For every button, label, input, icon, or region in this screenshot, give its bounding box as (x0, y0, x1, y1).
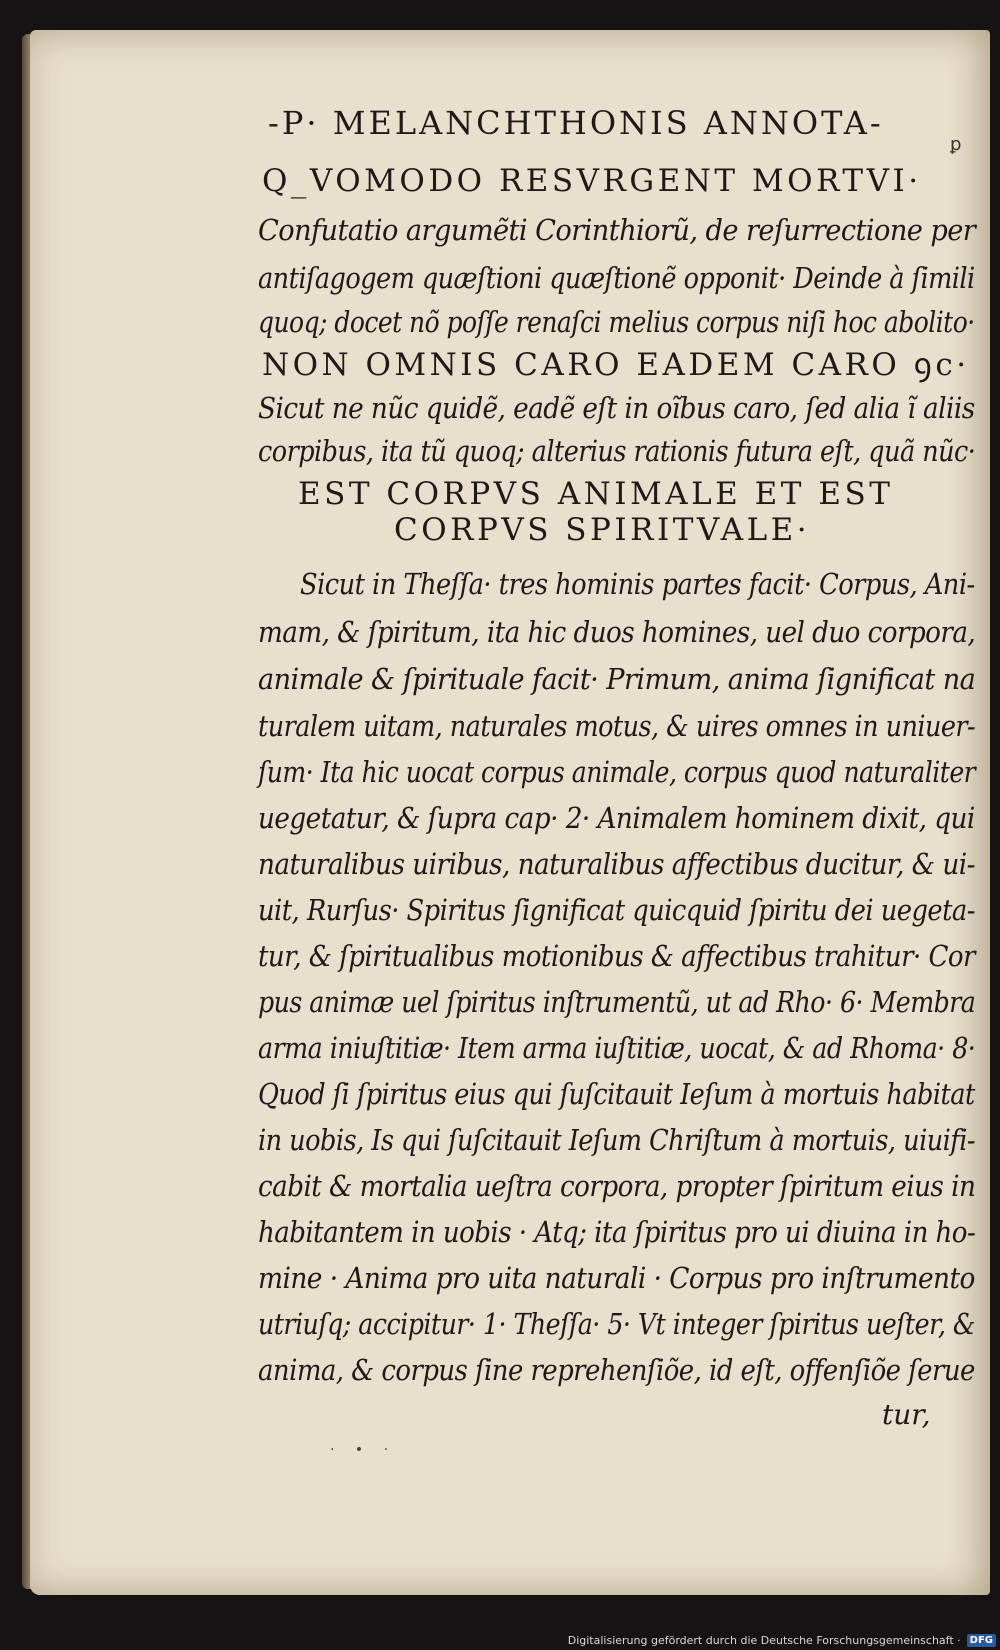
text-line: naturalibus uiribus, naturalibus affectibus ducitur, & ui- (258, 848, 975, 881)
ink-specks: · • · (330, 1442, 397, 1458)
text-line: quoq; docet nõ poſſe renaſci melius corpus niſi hoc abolito· (258, 306, 975, 339)
text-line: in uobis, Is qui ſuſcitauit Ieſum Chriſtum à mortuis, uiuifi- (258, 1124, 975, 1157)
section-heading-corpus-animale: EST CORPVS ANIMALE ET EST (298, 476, 894, 512)
text-line: tur, & ſpiritualibus motionibus & affectibus trahitur· Cor (258, 940, 975, 973)
text-line: uit, Rurſus· Spiritus ſignificat quicquid ſpiritu dei uegeta- (258, 894, 975, 927)
section-heading-corpus-spirituale: CORPVS SPIRITVALE· (394, 512, 811, 548)
section-heading-quomodo: Q_VOMODO RESVRGENT MORTVI· (262, 163, 922, 199)
folio-mark: ꝑ (950, 134, 962, 155)
digitization-footer (560, 1630, 1000, 1650)
text-line: anima, & corpus ſine reprehenſiõe, id eſt, offenſiõe ſerue (258, 1354, 975, 1387)
text-line: pus animæ uel ſpiritus inſtrumentũ, ut ad Rho· 6· Membra (258, 986, 976, 1019)
text-line: Confutatio argumẽti Corinthiorũ, de reſurrectione per (258, 214, 976, 247)
catchword: tur, (882, 1398, 931, 1431)
text-line: uegetatur, & ſupra cap· 2· Animalem hominem dixit, qui (258, 802, 975, 835)
text-line: habitantem in uobis · Atq; ita ſpiritus pro ui diuina in ho- (258, 1216, 976, 1249)
text-line: Sicut in Theſſa· tres hominis partes facit· Corpus, Ani- (300, 568, 975, 601)
text-line: animale & ſpirituale facit· Primum, anima ſignificat na (258, 663, 976, 696)
section-heading-non-omnis-caro: NON OMNIS CARO EADEM CARO ꝯc· (262, 347, 970, 383)
running-head: -P· MELANCHTHONIS ANNOTA- (268, 104, 884, 142)
text-line: corpibus, ita tũ quoq; alterius rationis futura eſt, quã nũc· (258, 435, 976, 468)
text-line: cabit & mortalia ueſtra corpora, propter ſpiritum eius in (258, 1170, 976, 1203)
footer-credit: Digitalisierung gefördert durch die Deutsche Forschungsgemeinschaft · (567, 1633, 961, 1647)
text-line: Quod ſi ſpiritus eius qui ſuſcitauit Ieſum à mortuis habitat (258, 1078, 975, 1111)
text-line: arma iniuſtitiæ· Item arma iuſtitiæ, uocat, & ad Rhoma· 8· (258, 1032, 976, 1065)
text-line: utriuſq; accipitur· 1· Theſſa· 5· Vt integer ſpiritus ueſter, & (258, 1308, 975, 1341)
text-line: Sicut ne nũc quidẽ, eadẽ eſt in oĩbus caro, ſed alia ĩ aliis (258, 392, 975, 425)
text-line: mam, & ſpiritum, ita hic duos homines, uel duo corpora, (258, 616, 976, 649)
text-line: mine · Anima pro uita naturali · Corpus pro inſtrumento (258, 1262, 975, 1295)
text-line: turalem uitam, naturales motus, & uires omnes in uniuer- (258, 710, 976, 743)
text-line: ſum· Ita hic uocat corpus animale, corpus quod naturaliter (258, 756, 976, 789)
text-line: antiſagogem quæſtioni quæſtionẽ opponit· Deinde à ſimili (258, 262, 975, 295)
dfg-logo-icon: DFG (967, 1634, 996, 1647)
